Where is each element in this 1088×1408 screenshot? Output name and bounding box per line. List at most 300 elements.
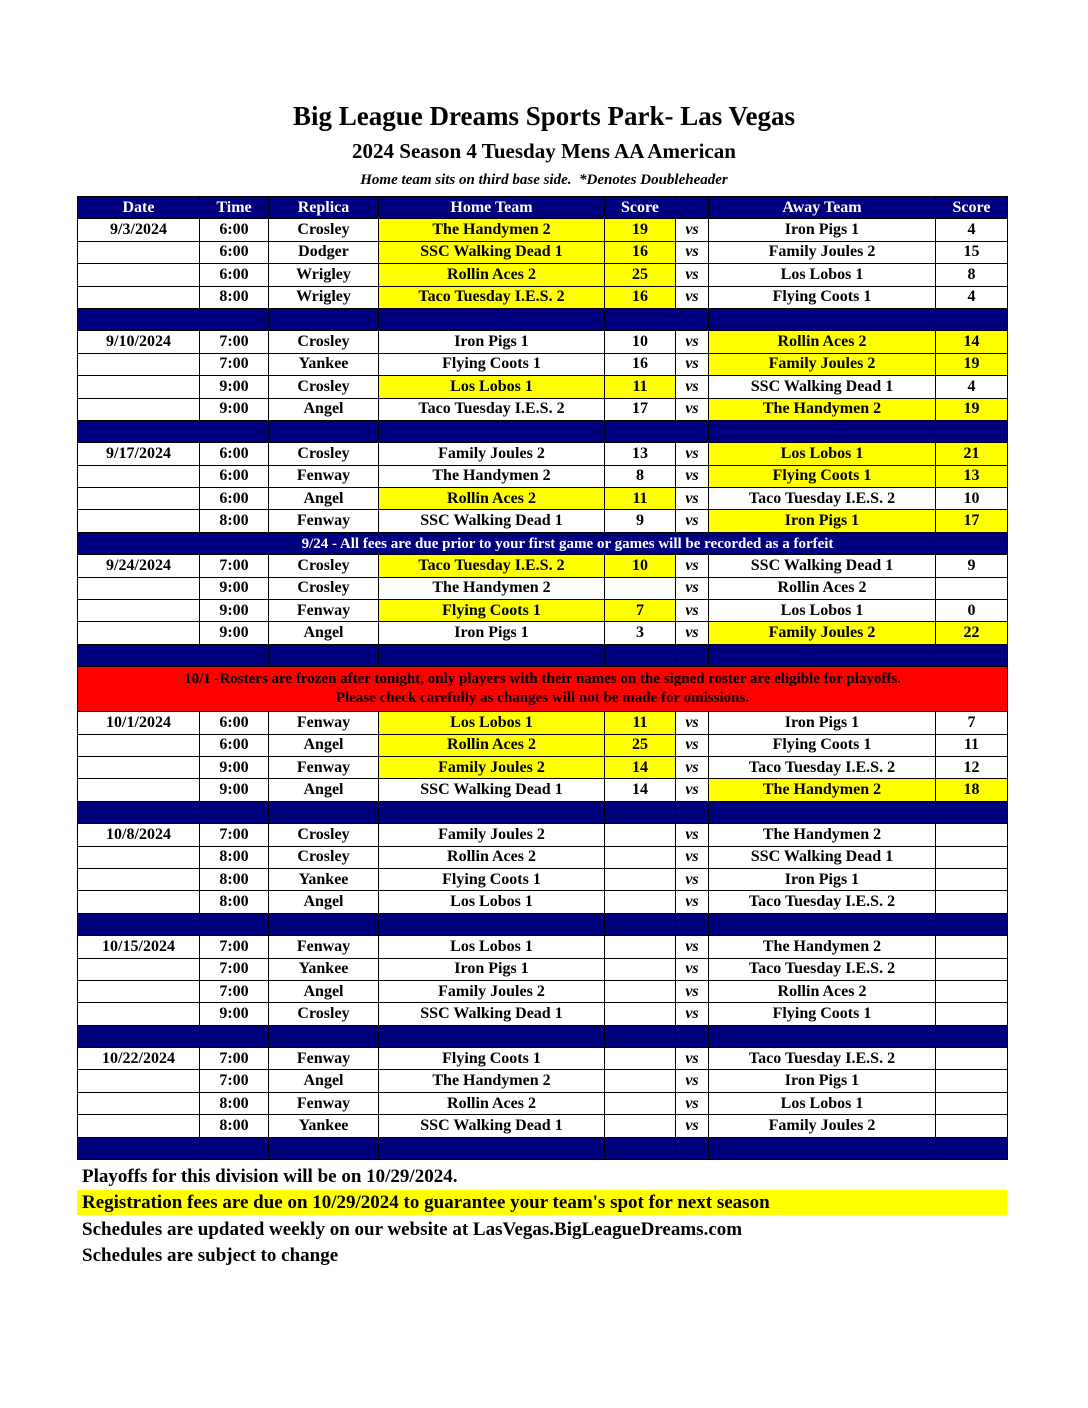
home-score: 8 (605, 465, 676, 487)
week-separator (78, 308, 1008, 330)
separator-cell (200, 308, 269, 330)
home-team: Los Lobos 1 (379, 936, 605, 958)
game-field: Angel (269, 891, 379, 913)
game-time: 9:00 (200, 376, 269, 398)
home-score (605, 1070, 676, 1092)
home-score: 13 (605, 443, 676, 465)
game-row (78, 286, 1008, 308)
notice-blank (936, 532, 1008, 554)
change-note: Schedules are subject to change (82, 1245, 339, 1266)
away-score (936, 846, 1008, 868)
separator-cell (936, 913, 1008, 935)
game-row (78, 1115, 1008, 1137)
home-team: Iron Pigs 1 (379, 958, 605, 980)
away-team: Los Lobos 1 (709, 600, 936, 622)
home-team: Rollin Aces 2 (379, 488, 605, 510)
game-field: Crosley (269, 443, 379, 465)
game-date (78, 958, 200, 980)
away-team: Iron Pigs 1 (709, 1070, 936, 1092)
game-field: Fenway (269, 936, 379, 958)
game-time: 6:00 (200, 734, 269, 756)
away-team: Los Lobos 1 (709, 1092, 936, 1114)
separator-cell (269, 1137, 379, 1159)
game-time: 7:00 (200, 1048, 269, 1070)
game-field: Crosley (269, 555, 379, 577)
separator-cell (936, 1137, 1008, 1159)
game-date (78, 779, 200, 801)
game-row (78, 868, 1008, 890)
website-note: Schedules are updated weekly on our website at LasVegas.BigLeagueDreams.com (82, 1219, 743, 1240)
separator-cell (709, 644, 936, 666)
vs-label: vs (676, 376, 709, 398)
playoffs-note: Playoffs for this division will be on 10/29/2024. (82, 1166, 458, 1187)
vs-label: vs (676, 600, 709, 622)
away-score: 15 (936, 241, 1008, 263)
game-row (78, 555, 1008, 577)
away-team: Family Joules 2 (709, 1115, 936, 1137)
away-score: 19 (936, 398, 1008, 420)
away-team: SSC Walking Dead 1 (709, 555, 936, 577)
separator-cell (709, 1025, 936, 1047)
vs-label: vs (676, 398, 709, 420)
home-score (605, 1048, 676, 1070)
separator-cell (200, 1137, 269, 1159)
game-row (78, 353, 1008, 375)
game-date: 9/17/2024 (78, 443, 200, 465)
game-row (78, 1070, 1008, 1092)
game-time: 9:00 (200, 577, 269, 599)
separator-cell (936, 1025, 1008, 1047)
game-field: Angel (269, 779, 379, 801)
separator-cell (605, 420, 676, 442)
game-time: 6:00 (200, 264, 269, 286)
home-team: SSC Walking Dead 1 (379, 510, 605, 532)
game-row (78, 1048, 1008, 1070)
separator-cell (78, 308, 200, 330)
game-date (78, 353, 200, 375)
away-score (936, 1048, 1008, 1070)
home-team: Flying Coots 1 (379, 868, 605, 890)
game-field: Yankee (269, 958, 379, 980)
away-team: Iron Pigs 1 (709, 868, 936, 890)
separator-cell (709, 308, 936, 330)
home-team: Flying Coots 1 (379, 353, 605, 375)
home-score (605, 958, 676, 980)
separator-cell (379, 1137, 605, 1159)
separator-cell (78, 420, 200, 442)
separator-cell (200, 801, 269, 823)
home-score (605, 846, 676, 868)
vs-label: vs (676, 712, 709, 734)
game-field: Yankee (269, 868, 379, 890)
game-date (78, 622, 200, 644)
fees-notice-row (78, 532, 1008, 554)
separator-cell (200, 420, 269, 442)
home-team: Rollin Aces 2 (379, 264, 605, 286)
separator-cell (676, 644, 709, 666)
separator-cell (605, 644, 676, 666)
roster-alert (78, 667, 1008, 712)
game-row (78, 443, 1008, 465)
separator-cell (605, 913, 676, 935)
game-row (78, 734, 1008, 756)
home-team: SSC Walking Dead 1 (379, 779, 605, 801)
game-date: 10/8/2024 (78, 824, 200, 846)
away-score: 4 (936, 286, 1008, 308)
separator-cell (676, 308, 709, 330)
home-team: Los Lobos 1 (379, 891, 605, 913)
vs-label: vs (676, 1092, 709, 1114)
away-score: 14 (936, 331, 1008, 353)
home-team: Iron Pigs 1 (379, 622, 605, 644)
vs-label: vs (676, 936, 709, 958)
separator-cell (676, 913, 709, 935)
separator-cell (200, 644, 269, 666)
separator-cell (269, 308, 379, 330)
game-field: Angel (269, 398, 379, 420)
game-field: Fenway (269, 712, 379, 734)
separator-cell (605, 1137, 676, 1159)
week-separator (78, 644, 1008, 666)
separator-cell (605, 801, 676, 823)
away-score (936, 958, 1008, 980)
separator-cell (379, 644, 605, 666)
away-team: Family Joules 2 (709, 353, 936, 375)
home-score: 25 (605, 264, 676, 286)
away-team: Flying Coots 1 (709, 734, 936, 756)
away-team: Los Lobos 1 (709, 443, 936, 465)
vs-label: vs (676, 331, 709, 353)
game-row (78, 331, 1008, 353)
away-team: Rollin Aces 2 (709, 980, 936, 1002)
vs-label: vs (676, 1070, 709, 1092)
away-score: 17 (936, 510, 1008, 532)
schedule-table (77, 196, 1008, 1160)
away-team: Flying Coots 1 (709, 286, 936, 308)
home-team: Taco Tuesday I.E.S. 2 (379, 555, 605, 577)
home-team: SSC Walking Dead 1 (379, 241, 605, 263)
separator-cell (269, 801, 379, 823)
separator-cell (936, 308, 1008, 330)
away-score: 7 (936, 712, 1008, 734)
separator-cell (78, 801, 200, 823)
separator-cell (936, 801, 1008, 823)
away-score: 19 (936, 353, 1008, 375)
separator-cell (379, 801, 605, 823)
home-score: 9 (605, 510, 676, 532)
column-header: Date (78, 197, 200, 219)
home-team: Family Joules 2 (379, 824, 605, 846)
game-time: 8:00 (200, 868, 269, 890)
home-team: Rollin Aces 2 (379, 846, 605, 868)
game-date (78, 1115, 200, 1137)
game-row (78, 1092, 1008, 1114)
home-team: The Handymen 2 (379, 219, 605, 241)
away-score (936, 868, 1008, 890)
week-separator (78, 1025, 1008, 1047)
home-score: 16 (605, 353, 676, 375)
game-date (78, 465, 200, 487)
game-row (78, 622, 1008, 644)
separator-cell (269, 644, 379, 666)
separator-cell (269, 1025, 379, 1047)
home-score: 7 (605, 600, 676, 622)
game-field: Fenway (269, 756, 379, 778)
away-team: Taco Tuesday I.E.S. 2 (709, 958, 936, 980)
separator-cell (379, 913, 605, 935)
home-score: 3 (605, 622, 676, 644)
game-time: 9:00 (200, 779, 269, 801)
game-date (78, 600, 200, 622)
vs-label: vs (676, 958, 709, 980)
away-team: Rollin Aces 2 (709, 331, 936, 353)
game-row (78, 398, 1008, 420)
away-score: 4 (936, 376, 1008, 398)
away-score: 0 (936, 600, 1008, 622)
home-score (605, 1115, 676, 1137)
home-score (605, 868, 676, 890)
column-header (676, 197, 709, 219)
column-header: Home Team (379, 197, 605, 219)
game-row (78, 219, 1008, 241)
separator-cell (709, 801, 936, 823)
game-row (78, 779, 1008, 801)
away-score (936, 1092, 1008, 1114)
vs-label: vs (676, 219, 709, 241)
vs-label: vs (676, 846, 709, 868)
game-date: 9/10/2024 (78, 331, 200, 353)
separator-cell (379, 308, 605, 330)
vs-label: vs (676, 1003, 709, 1025)
vs-label: vs (676, 443, 709, 465)
roster-alert-line2: Please check carefully as changes will not be made for omissions. (335, 690, 750, 707)
away-score: 12 (936, 756, 1008, 778)
page-subtitle: 2024 Season 4 Tuesday Mens AA American (352, 139, 736, 163)
away-team: Flying Coots 1 (709, 465, 936, 487)
game-time: 7:00 (200, 331, 269, 353)
game-field: Fenway (269, 1092, 379, 1114)
separator-cell (676, 420, 709, 442)
game-field: Wrigley (269, 286, 379, 308)
home-score: 11 (605, 488, 676, 510)
game-time: 8:00 (200, 846, 269, 868)
away-score: 10 (936, 488, 1008, 510)
away-score (936, 980, 1008, 1002)
game-row (78, 958, 1008, 980)
game-field: Dodger (269, 241, 379, 263)
game-time: 6:00 (200, 465, 269, 487)
game-time: 6:00 (200, 712, 269, 734)
game-time: 8:00 (200, 891, 269, 913)
home-score: 16 (605, 286, 676, 308)
week-separator (78, 913, 1008, 935)
game-date (78, 488, 200, 510)
game-field: Angel (269, 488, 379, 510)
game-date (78, 846, 200, 868)
home-team: SSC Walking Dead 1 (379, 1115, 605, 1137)
game-time: 9:00 (200, 398, 269, 420)
game-date (78, 398, 200, 420)
game-field: Yankee (269, 1115, 379, 1137)
separator-cell (78, 1137, 200, 1159)
home-score: 19 (605, 219, 676, 241)
home-score (605, 936, 676, 958)
away-team: Rollin Aces 2 (709, 577, 936, 599)
column-header: Score (605, 197, 676, 219)
vs-label: vs (676, 353, 709, 375)
home-score: 11 (605, 712, 676, 734)
game-time: 9:00 (200, 756, 269, 778)
home-team: The Handymen 2 (379, 1070, 605, 1092)
away-team: Los Lobos 1 (709, 264, 936, 286)
game-row (78, 600, 1008, 622)
schedule-note: Home team sits on third base side. *Denotes Doubleheader (360, 172, 728, 188)
separator-cell (78, 913, 200, 935)
away-team: SSC Walking Dead 1 (709, 376, 936, 398)
game-row (78, 510, 1008, 532)
game-field: Fenway (269, 600, 379, 622)
game-time: 7:00 (200, 936, 269, 958)
game-field: Angel (269, 1070, 379, 1092)
column-header: Replica (269, 197, 379, 219)
home-team: Family Joules 2 (379, 980, 605, 1002)
vs-label: vs (676, 510, 709, 532)
home-team: Taco Tuesday I.E.S. 2 (379, 398, 605, 420)
separator-cell (676, 801, 709, 823)
notice-blank (78, 532, 200, 554)
game-row (78, 1003, 1008, 1025)
separator-cell (269, 913, 379, 935)
game-time: 6:00 (200, 241, 269, 263)
home-score: 14 (605, 779, 676, 801)
home-team: Flying Coots 1 (379, 1048, 605, 1070)
vs-label: vs (676, 622, 709, 644)
away-score (936, 891, 1008, 913)
away-team: Flying Coots 1 (709, 1003, 936, 1025)
game-date (78, 868, 200, 890)
column-header: Score (936, 197, 1008, 219)
game-row (78, 891, 1008, 913)
vs-label: vs (676, 980, 709, 1002)
vs-label: vs (676, 241, 709, 263)
home-team: Iron Pigs 1 (379, 331, 605, 353)
vs-label: vs (676, 264, 709, 286)
home-score: 25 (605, 734, 676, 756)
away-team: Iron Pigs 1 (709, 219, 936, 241)
separator-cell (676, 1137, 709, 1159)
game-field: Crosley (269, 1003, 379, 1025)
game-time: 7:00 (200, 824, 269, 846)
vs-label: vs (676, 734, 709, 756)
game-time: 8:00 (200, 286, 269, 308)
game-time: 9:00 (200, 622, 269, 644)
separator-cell (200, 1025, 269, 1047)
home-team: Family Joules 2 (379, 443, 605, 465)
away-team: The Handymen 2 (709, 824, 936, 846)
week-separator (78, 420, 1008, 442)
game-date (78, 1070, 200, 1092)
game-field: Crosley (269, 376, 379, 398)
away-team: The Handymen 2 (709, 398, 936, 420)
fees-notice: 9/24 - All fees are due prior to your first game or games will be recorded as a forfeit (200, 532, 936, 554)
separator-cell (269, 420, 379, 442)
week-separator (78, 1137, 1008, 1159)
column-header: Away Team (709, 197, 936, 219)
game-row (78, 488, 1008, 510)
game-time: 9:00 (200, 1003, 269, 1025)
game-time: 6:00 (200, 488, 269, 510)
separator-cell (605, 1025, 676, 1047)
home-team: The Handymen 2 (379, 577, 605, 599)
game-date (78, 1003, 200, 1025)
game-date: 10/22/2024 (78, 1048, 200, 1070)
separator-cell (78, 644, 200, 666)
game-time: 7:00 (200, 980, 269, 1002)
game-row (78, 712, 1008, 734)
game-time: 6:00 (200, 443, 269, 465)
away-score (936, 1115, 1008, 1137)
separator-cell (936, 644, 1008, 666)
home-score: 16 (605, 241, 676, 263)
away-score (936, 824, 1008, 846)
home-score: 14 (605, 756, 676, 778)
game-date (78, 241, 200, 263)
game-row (78, 376, 1008, 398)
game-row (78, 241, 1008, 263)
game-field: Wrigley (269, 264, 379, 286)
vs-label: vs (676, 779, 709, 801)
game-time: 7:00 (200, 353, 269, 375)
game-field: Angel (269, 980, 379, 1002)
separator-cell (379, 420, 605, 442)
game-time: 8:00 (200, 510, 269, 532)
separator-cell (379, 1025, 605, 1047)
game-date (78, 980, 200, 1002)
separator-cell (709, 420, 936, 442)
game-row (78, 465, 1008, 487)
game-time: 9:00 (200, 600, 269, 622)
game-date (78, 264, 200, 286)
game-field: Crosley (269, 219, 379, 241)
separator-cell (78, 1025, 200, 1047)
game-date: 10/1/2024 (78, 712, 200, 734)
home-team: Rollin Aces 2 (379, 734, 605, 756)
home-score (605, 824, 676, 846)
week-separator (78, 801, 1008, 823)
away-score (936, 936, 1008, 958)
game-date (78, 734, 200, 756)
separator-cell (200, 913, 269, 935)
vs-label: vs (676, 824, 709, 846)
game-date (78, 756, 200, 778)
game-date (78, 891, 200, 913)
home-score: 10 (605, 331, 676, 353)
home-score (605, 577, 676, 599)
game-field: Angel (269, 622, 379, 644)
separator-cell (605, 308, 676, 330)
away-team: The Handymen 2 (709, 936, 936, 958)
away-team: The Handymen 2 (709, 779, 936, 801)
game-date: 10/15/2024 (78, 936, 200, 958)
away-team: Taco Tuesday I.E.S. 2 (709, 891, 936, 913)
home-team: Rollin Aces 2 (379, 1092, 605, 1114)
game-row (78, 980, 1008, 1002)
game-field: Crosley (269, 577, 379, 599)
home-score (605, 1092, 676, 1114)
away-team: Family Joules 2 (709, 241, 936, 263)
separator-cell (709, 1137, 936, 1159)
home-team: The Handymen 2 (379, 465, 605, 487)
